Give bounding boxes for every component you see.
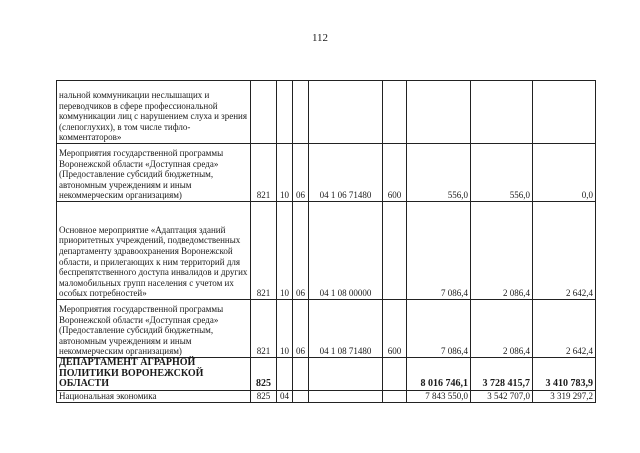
cell-gr: 821 — [251, 202, 277, 300]
cell-rz: 10 — [277, 202, 293, 300]
cell-pr: 06 — [293, 300, 309, 358]
table-row — [57, 144, 596, 202]
table-row — [57, 202, 596, 300]
row-name: Основное мероприятие «Адаптация зданий приоритетных учреждений, подведомственных департаменту здравоохранения Воронежской области, и прилегающих к ним территорий для беспрепятственного доступа инвалидов и других маломобильных групп населения с учетом их особых потребностей» — [57, 202, 251, 300]
row-name: Мероприятия государственной программы Воронежской области «Доступная среда» (Предоставление субсидий бюджетным, автономным учреждениям и иным некоммерческим организациям) — [57, 144, 251, 202]
cell-year3: 0,0 — [533, 144, 596, 202]
cell-pr: 06 — [293, 144, 309, 202]
cell-pr — [293, 358, 309, 391]
table-row — [57, 390, 596, 402]
table-row — [57, 81, 596, 144]
row-name: нальной коммуникации неслышащих и переводчиков в сфере профессиональной коммуникации лиц с нарушением слуха и зрения (слепоглухих), в том числе тифло-комментаторов» — [57, 81, 251, 144]
cell-csr — [309, 81, 383, 144]
cell-year2: 3 728 415,7 — [471, 358, 533, 391]
cell-rz — [277, 358, 293, 391]
cell-gr: 825 — [251, 358, 277, 391]
cell-year3: 3 319 297,2 — [533, 390, 596, 402]
cell-vr: 600 — [383, 300, 407, 358]
cell-vr — [383, 81, 407, 144]
cell-rz: 10 — [277, 300, 293, 358]
cell-rz: 10 — [277, 144, 293, 202]
cell-pr — [293, 390, 309, 402]
cell-gr: 821 — [251, 300, 277, 358]
cell-year3: 3 410 783,9 — [533, 358, 596, 391]
cell-csr: 04 1 08 71480 — [309, 300, 383, 358]
row-name: Мероприятия государственной программы Воронежской области «Доступная среда» (Предоставление субсидий бюджетным, автономным учреждениям и иным некоммерческим организациям) — [57, 300, 251, 358]
row-name: ДЕПАРТАМЕНТ АГРАРНОЙ ПОЛИТИКИ ВОРОНЕЖСКОЙ ОБЛАСТИ — [57, 358, 251, 391]
cell-rz — [277, 81, 293, 144]
cell-year2: 556,0 — [471, 144, 533, 202]
cell-vr — [383, 202, 407, 300]
cell-pr: 06 — [293, 202, 309, 300]
budget-table — [56, 80, 596, 403]
cell-year1: 8 016 746,1 — [407, 358, 471, 391]
page-number: 112 — [311, 32, 329, 44]
cell-csr: 04 1 08 00000 — [309, 202, 383, 300]
cell-gr: 825 — [251, 390, 277, 402]
cell-pr — [293, 81, 309, 144]
table-row — [57, 300, 596, 358]
cell-vr — [383, 358, 407, 391]
cell-year1: 7 843 550,0 — [407, 390, 471, 402]
cell-year3 — [533, 81, 596, 144]
cell-year2: 2 086,4 — [471, 202, 533, 300]
cell-gr — [251, 81, 277, 144]
cell-year2: 2 086,4 — [471, 300, 533, 358]
cell-year1: 7 086,4 — [407, 300, 471, 358]
row-name: Национальная экономика — [57, 390, 251, 402]
cell-year1: 7 086,4 — [407, 202, 471, 300]
cell-year3: 2 642,4 — [533, 202, 596, 300]
cell-csr — [309, 358, 383, 391]
cell-gr: 821 — [251, 144, 277, 202]
cell-vr — [383, 390, 407, 402]
table-row — [57, 358, 596, 391]
cell-vr: 600 — [383, 144, 407, 202]
cell-csr: 04 1 06 71480 — [309, 144, 383, 202]
cell-year2: 3 542 707,0 — [471, 390, 533, 402]
cell-csr — [309, 390, 383, 402]
cell-year2 — [471, 81, 533, 144]
cell-year1: 556,0 — [407, 144, 471, 202]
cell-year3: 2 642,4 — [533, 300, 596, 358]
cell-year1 — [407, 81, 471, 144]
cell-rz: 04 — [277, 390, 293, 402]
